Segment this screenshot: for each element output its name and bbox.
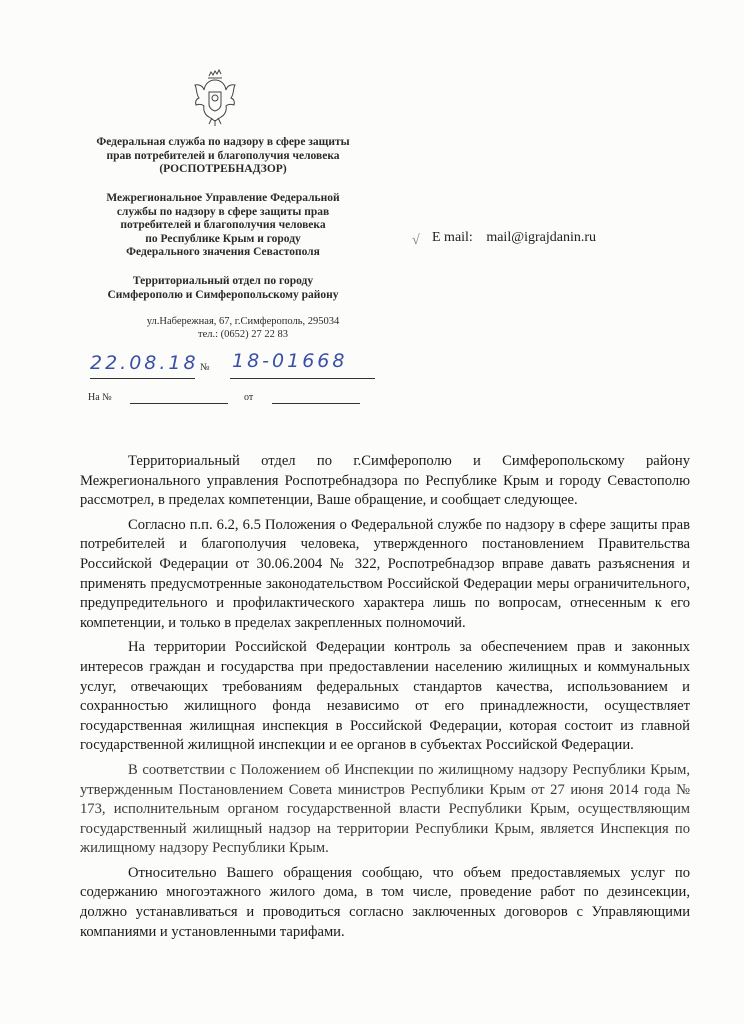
sender-line: Территориальный отдел по городу [132, 275, 314, 287]
ref-from-label: от [244, 392, 254, 403]
sender-line: потребителей и благополучия человека [120, 219, 326, 231]
sender-line: Федерального значения Севастополя [126, 246, 320, 258]
reference-line [88, 392, 378, 406]
sender-line: прав потребителей и благополучия человека [106, 149, 340, 162]
ref-number-label: На № [88, 392, 112, 403]
ref-number-blank [130, 403, 228, 404]
handwritten-number: 18-01668 [232, 350, 348, 372]
email-value: mail@igrajdanin.ru [486, 230, 597, 245]
sender-line: по Республике Крым и городу [145, 232, 301, 245]
handwritten-date: 22.08.18 [90, 352, 199, 374]
date-underline [90, 378, 195, 379]
email-label: E mail: [432, 230, 473, 245]
sender-territorial-block [78, 275, 368, 302]
sender-line: Симферополю и Симферопольскому району [107, 288, 339, 301]
sender-address-block [78, 316, 408, 341]
sender-line: (РОСПОТРЕБНАДЗОР) [159, 163, 287, 175]
number-underline [230, 378, 375, 379]
number-label: № [200, 362, 210, 373]
sender-line: Федеральная служба по надзору в сфере защиты [96, 136, 350, 148]
sender-address: ул.Набережная, 67, г.Симферополь, 295034 [146, 316, 340, 327]
body-paragraph: На территории Российской Федерации контроль за обеспечением прав и законных интересов граждан и государства при предоставлении населению жилищных и коммунальных услуг, отвечающих требованиям федеральных стандартов качества, использованием и сохранностью жилищного фонда независимо от его принадлежности, осуществляет государственная жилищная инспекция в Российской Федерации, которая состоит из главной государственной жилищной инспекции и ее органов в субъектах Российской Федерации. [80, 639, 690, 754]
sender-line: службы по надзору в сфере защиты прав [116, 205, 330, 218]
recipient-email [432, 230, 596, 246]
body-paragraph: В соответствии с Положением об Инспекции по жилищному надзору Республики Крым, утвержденным Постановлением Совета министров Республики Крым от 27 июня 2014 года № 173, исполнительным органом государственной власти Республики Крым, осуществляющим государственный жилищный надзор на территории Республики Крым, является Инспекция по жилищному надзору Республики Крым. [80, 761, 690, 857]
registration-line [90, 352, 390, 382]
sender-line: Межрегиональное Управление Федеральной [106, 192, 340, 204]
body-paragraph: Территориальный отдел по г.Симферополю и Симферопольскому району Межрегионального управления Роспотребнадзора по Республике Крым и городу Севастополю рассмотрел, в пределах компетенции, Ваше обращение, и сообщает следующее. [80, 453, 690, 509]
body-paragraph: Согласно п.п. 6.2, 6.5 Положения о Федеральной службе по надзору в сфере защиты прав потребителей и благополучия человека, утвержденного постановлением Правительства Российской Федерации от 30.06.2004 № 322, Роспотребнадзор вправе давать разъяснения и применять предусмотренные законодательством Российской Федерации меры ограничительного, предупредительного и профилактического характера лишь по вопросам, отнесенным к его компетенции, и только в пределах закрепленных полномочий. [80, 516, 690, 631]
check-mark-icon: √ [412, 233, 420, 248]
sender-agency-block [78, 136, 368, 177]
sender-regional-block [78, 192, 368, 260]
coat-of-arms-emblem [192, 68, 238, 128]
ref-date-blank [272, 403, 360, 404]
sender-phone: тел.: (0652) 27 22 83 [197, 328, 289, 340]
letter-body [80, 452, 690, 947]
body-paragraph: Относительно Вашего обращения сообщаю, что объем предоставляемых услуг по содержанию многоэтажного жилого дома, в том числе, проведение работ по дезинсекции, должно устанавливаться и проводиться согласно заключенных договоров с Управляющими компаниями и установленными тарифами. [80, 864, 690, 940]
